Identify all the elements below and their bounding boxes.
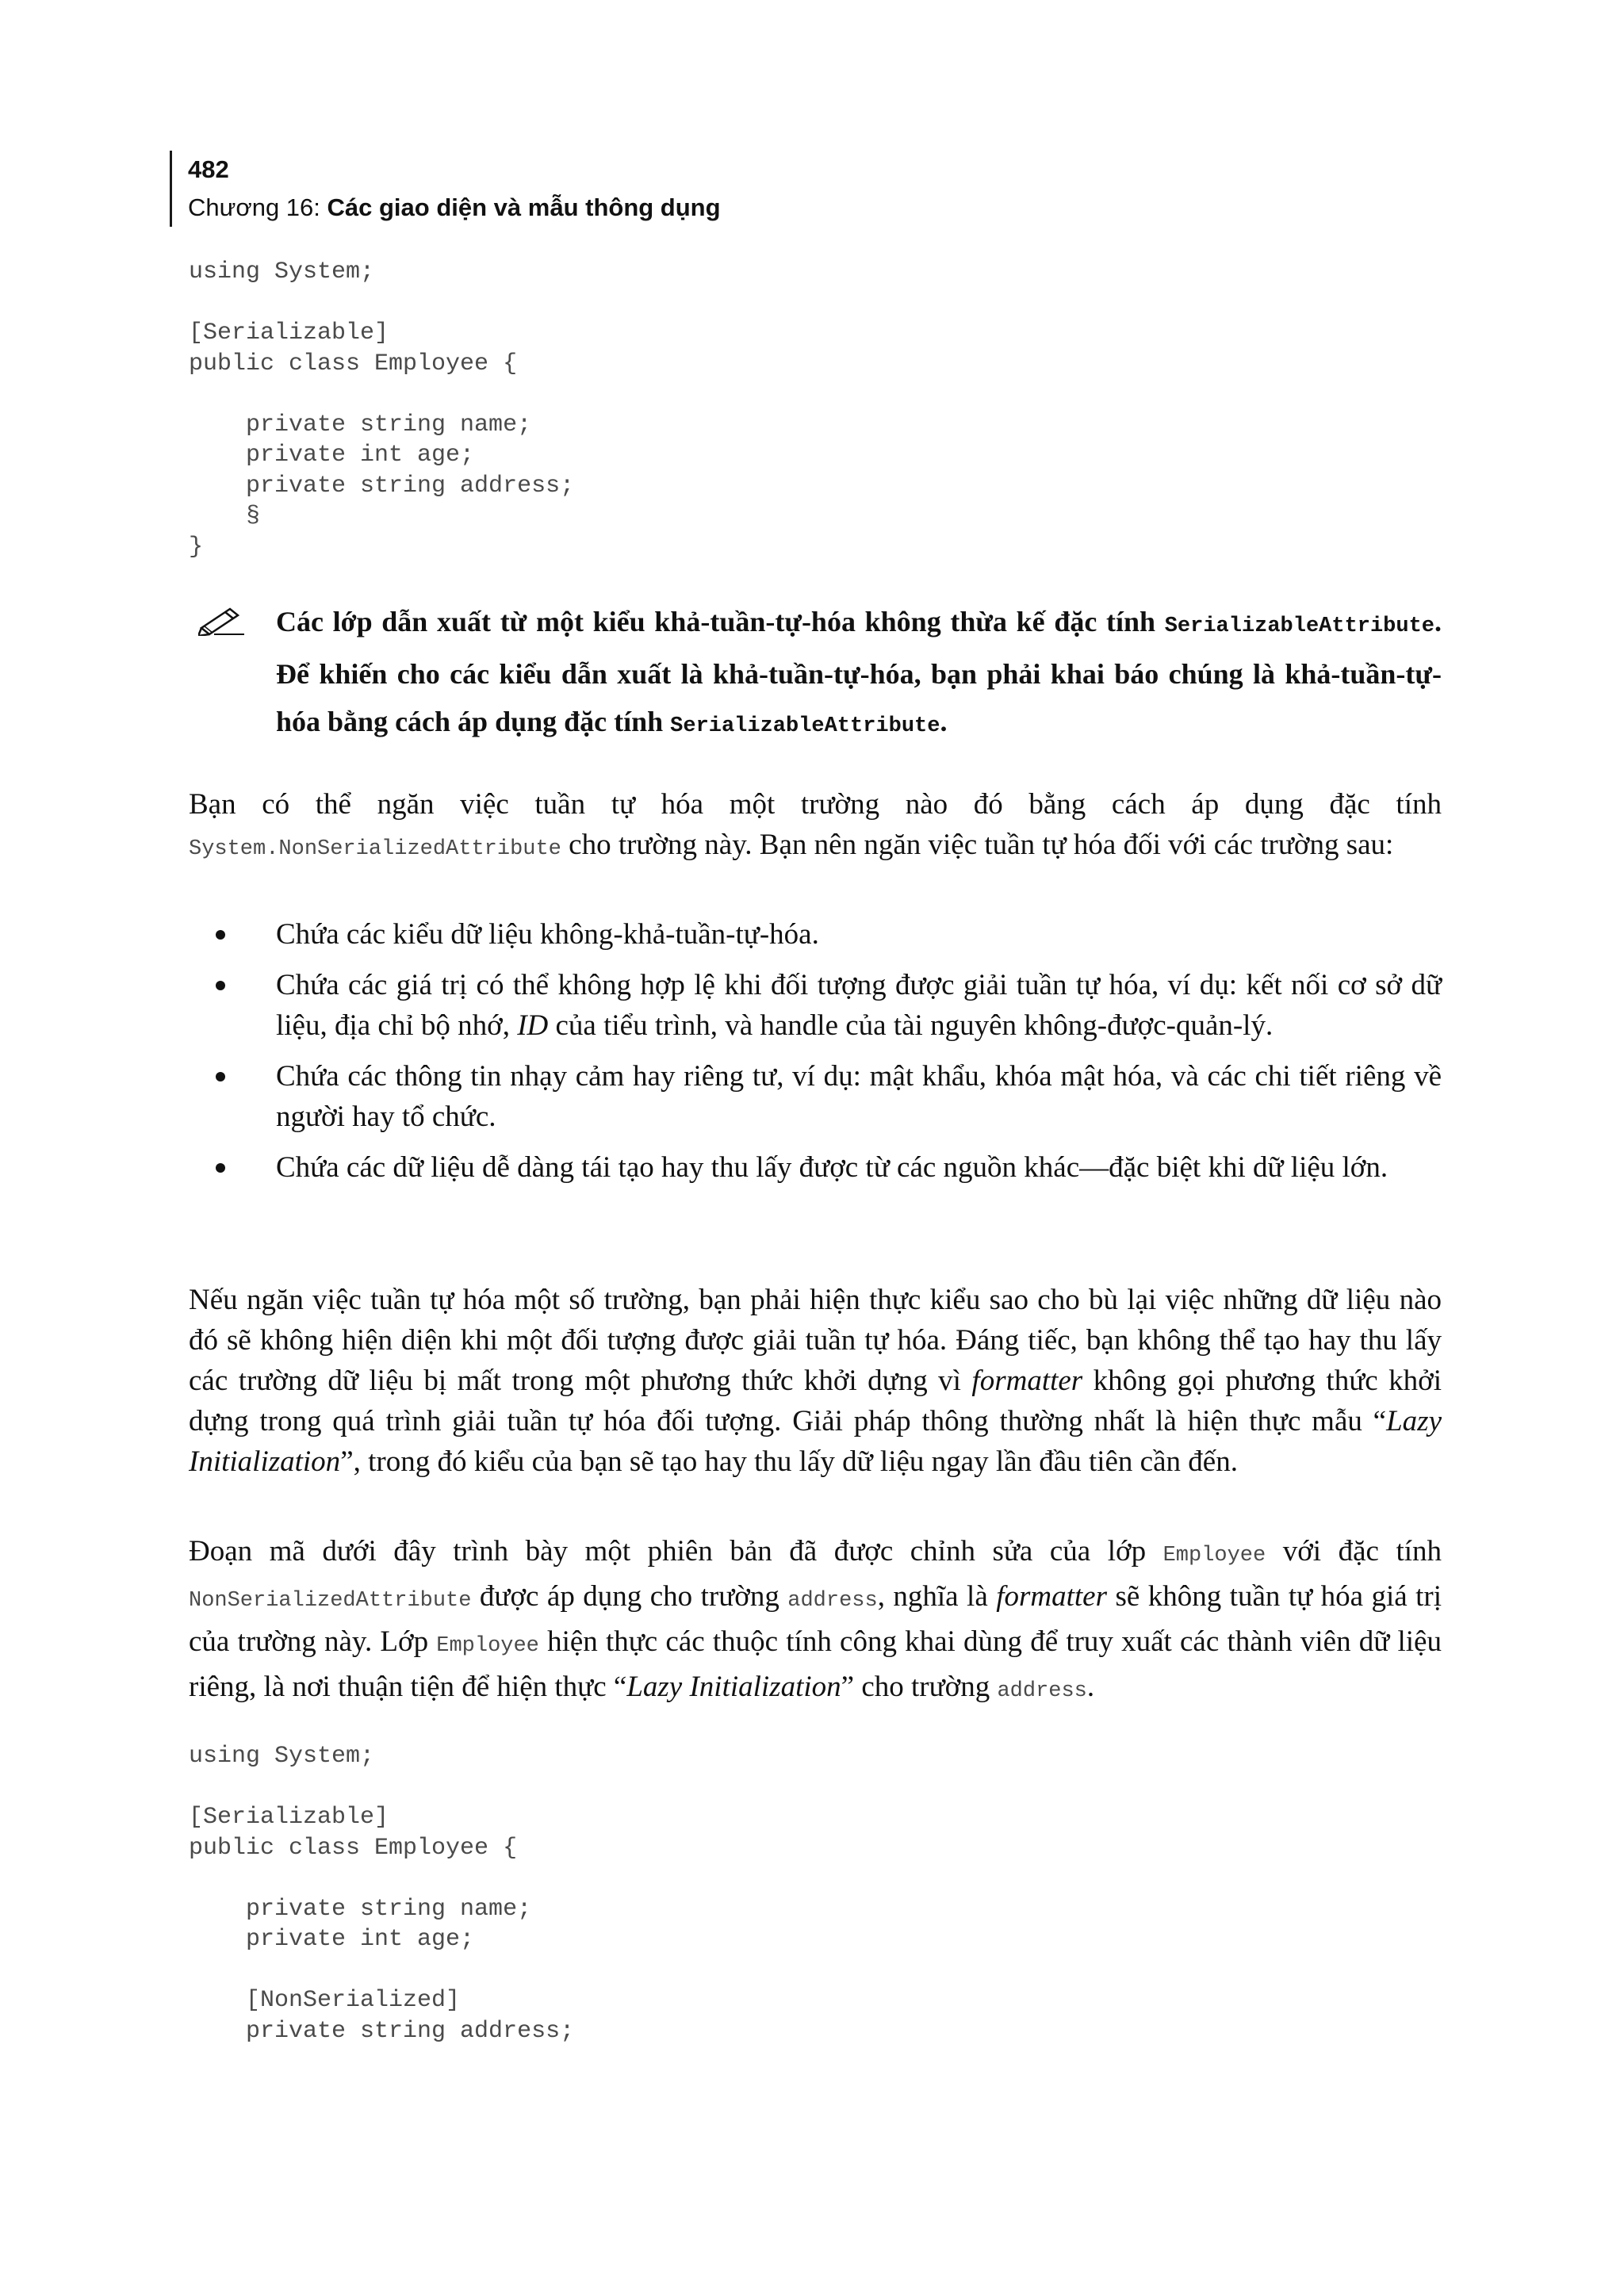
bullet-icon <box>216 930 225 940</box>
list-item: Chứa các dữ liệu dễ dàng tái tạo hay thu lấy được từ các nguồn khác—đặc biệt khi dữ liệu lớn. <box>189 1147 1442 1188</box>
inline-code: SerializableAttribute <box>670 714 940 738</box>
inline-code: address <box>787 1589 878 1613</box>
paragraph: Nếu ngăn việc tuần tự hóa một số trường, bạn phải hiện thực kiểu sao cho bù lại việc những dữ liệu nào đó sẽ không hiện diện khi một đối tượng được giải tuần tự hóa. Đáng tiếc, bạn không thể tạo hay thu lấy các trường dữ liệu bị mất trong một phương thức khởi dựng vì formatter không gọi phương thức khởi dựng trong quá trình giải tuần tự hóa đối tượng. Giải pháp thông thường nhất là hiện thực mẫu “Lazy Initialization”, trong đó kiểu của bạn sẽ tạo hay thu lấy dữ liệu ngay lần đầu tiên cần đến. <box>189 1284 1442 1478</box>
inline-code: System.NonSerializedAttribute <box>189 837 561 861</box>
chapter-title: Các giao diện và mẫu thông dụng <box>327 193 721 221</box>
chapter-heading <box>188 189 721 227</box>
inline-code: NonSerializedAttribute <box>189 1589 472 1613</box>
bullet-icon <box>216 1072 225 1081</box>
inline-code: SerializableAttribute <box>1164 614 1434 638</box>
code-block-employee-nonserialized: using System; [Serializable] public class Employee { private string name; private int age; [NonSerialized] private string address; <box>189 1743 575 2045</box>
paragraph: Bạn có thể ngăn việc tuần tự hóa một trường nào đó bằng cách áp dụng đặc tính System.NonSerializedAttribute cho trường này. Bạn nên ngăn việc tuần tự hóa đối với các trường sau: <box>189 788 1442 861</box>
list-item: Chứa các thông tin nhạy cảm hay riêng tư, ví dụ: mật khẩu, khóa mật hóa, và các chi tiết riêng về người hay tổ chức. <box>189 1056 1442 1137</box>
page-header <box>170 151 721 227</box>
bullet-list <box>189 914 1442 1198</box>
inline-code: Employee <box>436 1634 539 1658</box>
note-text: Các lớp dẫn xuất từ một kiểu khả-tuần-tự-hóa không thừa kế đặc tính SerializableAttribute. Để khiến cho các kiểu dẫn xuất là khả-tuần-tự-hóa, bạn phải khai báo chúng là khả-tuần-tự-hóa bằng cách áp dụng đặc tính SerializableAttribute. <box>276 606 1442 738</box>
inline-code: address <box>997 1679 1087 1703</box>
inline-code: Employee <box>1162 1544 1266 1568</box>
chapter-prefix: Chương 16: <box>188 193 327 221</box>
list-item: Chứa các giá trị có thể không hợp lệ khi đối tượng được giải tuần tự hóa, ví dụ: kết nối cơ sở dữ liệu, địa chỉ bộ nhớ, ID của tiểu trình, và handle của tài nguyên không-được-quản-lý. <box>189 965 1442 1046</box>
bullet-icon <box>216 981 225 990</box>
paragraph: Đoạn mã dưới đây trình bày một phiên bản đã được chỉnh sửa của lớp Employee với đặc tính NonSerializedAttribute được áp dụng cho trường address, nghĩa là formatter sẽ không tuần tự hóa giá trị của trường này. Lớp Employee hiện thực các thuộc tính công khai dùng để truy xuất các thành viên dữ liệu riêng, là nơi thuận tiện để hiện thực “Lazy Initialization” cho trường address. <box>189 1535 1442 1703</box>
pencil-note-icon <box>198 604 246 636</box>
code-block-employee: using System; [Serializable] public class Employee { private string name; private int age; private string address; § } <box>189 258 575 561</box>
page-number: 482 <box>188 155 229 183</box>
list-item: Chứa các kiểu dữ liệu không-khả-tuần-tự-hóa. <box>189 914 1442 955</box>
bullet-icon <box>216 1163 225 1173</box>
